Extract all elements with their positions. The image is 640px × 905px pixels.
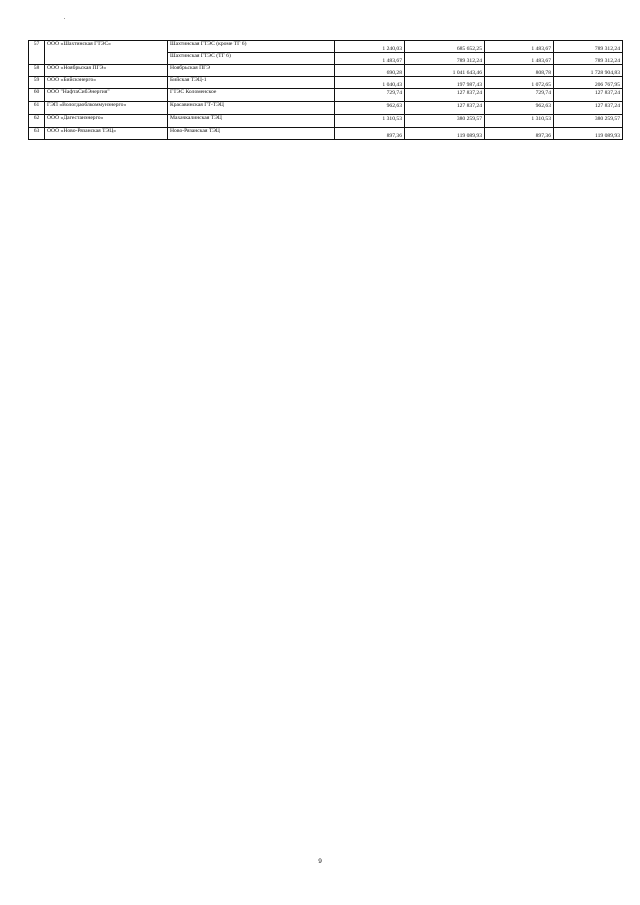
organization-name: ООО «Шахтинская ГТЭС» [45,41,168,65]
value-cell: 1 310,53 [335,115,405,128]
station-name: Красавинская ГТ-ТЭЦ [168,102,335,115]
table-row [29,77,623,89]
organization-name: ООО «Ново-Рязанская ТЭЦ» [45,128,168,140]
value-cell: 897,36 [485,128,554,140]
value-cell: 127 837,24 [405,89,485,102]
value-cell: 962,63 [485,102,554,115]
value-cell: 789 312,24 [554,41,623,53]
station-name: ГТЭС Коломенское [168,89,335,102]
row-number: 62 [29,115,45,128]
station-name: Шахтинская ГТЭС (кроме ТГ 6) [168,41,335,53]
organization-name: ООО "НафтаСибЭнергия" [45,89,168,102]
tariff-table [28,40,623,140]
value-cell: 127 837,24 [405,102,485,115]
row-number: 58 [29,65,45,77]
value-cell: 729,74 [485,89,554,102]
page-number: 9 [318,858,322,865]
table-row [29,102,623,115]
row-number: 63 [29,128,45,140]
value-cell: 1 040,43 [335,77,405,89]
value-cell: 1 240,03 [335,41,405,53]
value-cell: 206 767,95 [554,77,623,89]
station-name: Ноябрьская ПГЭ [168,65,335,77]
value-cell: 789 312,24 [554,53,623,65]
table-row [29,41,623,53]
value-cell: 119 089,93 [405,128,485,140]
table-row [29,65,623,77]
value-cell: 690,28 [335,65,405,77]
value-cell: 1 072,65 [485,77,554,89]
station-name: Махачкалинская ТЭЦ [168,115,335,128]
table-row [29,89,623,102]
station-name: Шахтинская ГТЭС (ТГ 6) [168,53,335,65]
organization-name: ООО «Ноябрьская ПГЭ» [45,65,168,77]
row-number: 57 [29,41,45,65]
value-cell: 1 728 904,83 [554,65,623,77]
organization-name: ГЭП «Вологдаоблкоммунэнерго» [45,102,168,115]
organization-name: ООО «Бийскэнерго» [45,77,168,89]
table-row [29,128,623,140]
row-number: 59 [29,77,45,89]
value-cell: 1 041 643,46 [405,65,485,77]
value-cell: 1 483,67 [485,53,554,65]
value-cell: 962,63 [335,102,405,115]
value-cell: 897,36 [335,128,405,140]
value-cell: 127 837,24 [554,89,623,102]
value-cell: 127 837,24 [554,102,623,115]
value-cell: 1 310,53 [485,115,554,128]
value-cell: 380 259,57 [554,115,623,128]
table-row [29,115,623,128]
scan-mark [64,18,65,19]
value-cell: 119 089,93 [554,128,623,140]
value-cell: 685 652,25 [405,41,485,53]
station-name: Ново-Рязанская ТЭЦ [168,128,335,140]
value-cell: 808,78 [485,65,554,77]
station-name: Бийская ТЭЦ-1 [168,77,335,89]
value-cell: 197 987,43 [405,77,485,89]
value-cell: 380 259,57 [405,115,485,128]
row-number: 60 [29,89,45,102]
row-number: 61 [29,102,45,115]
value-cell: 1 483,67 [485,41,554,53]
value-cell: 789 312,24 [405,53,485,65]
organization-name: ООО «Дагестанэнерго» [45,115,168,128]
value-cell: 729,74 [335,89,405,102]
value-cell: 1 483,67 [335,53,405,65]
